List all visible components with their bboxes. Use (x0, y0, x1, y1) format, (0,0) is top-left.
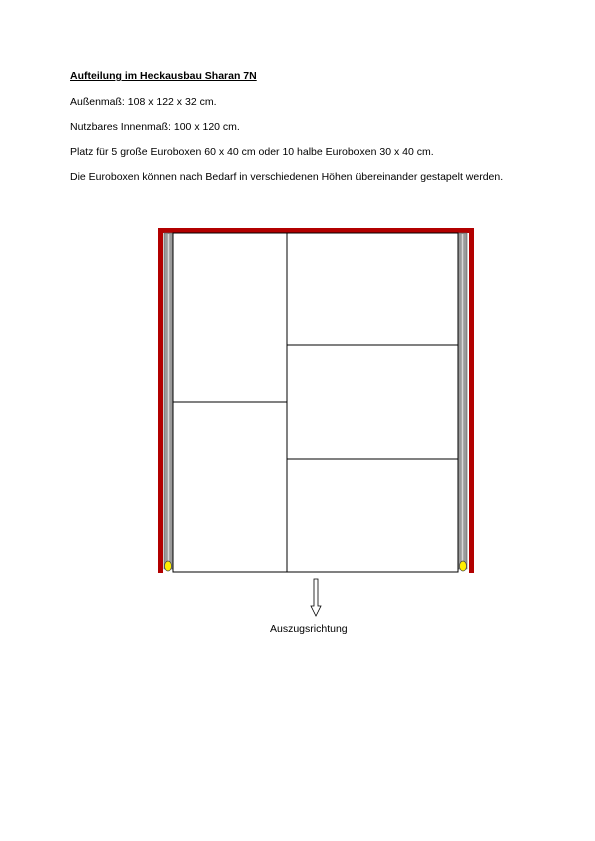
outer-dimensions-text: Außenmaß: 108 x 122 x 32 cm. (70, 96, 217, 108)
stacking-note-text: Die Euroboxen können nach Bedarf in verschiedenen Höhen übereinander gestapelt werden. (70, 171, 504, 183)
frame-right (469, 228, 474, 573)
direction-label: Auszugsrichtung (270, 623, 348, 635)
document-title: Aufteilung im Heckausbau Sharan 7N (70, 70, 257, 82)
inner-dimensions-text: Nutzbares Innenmaß: 100 x 120 cm. (70, 121, 240, 133)
direction-arrow-icon (311, 579, 321, 616)
capacity-text: Platz für 5 große Euroboxen 60 x 40 cm oder 10 halbe Euroboxen 30 x 40 cm. (70, 146, 434, 158)
frame-left (158, 228, 163, 573)
roller-right (460, 561, 467, 571)
frame-top (158, 228, 474, 233)
roller-left (165, 561, 172, 571)
